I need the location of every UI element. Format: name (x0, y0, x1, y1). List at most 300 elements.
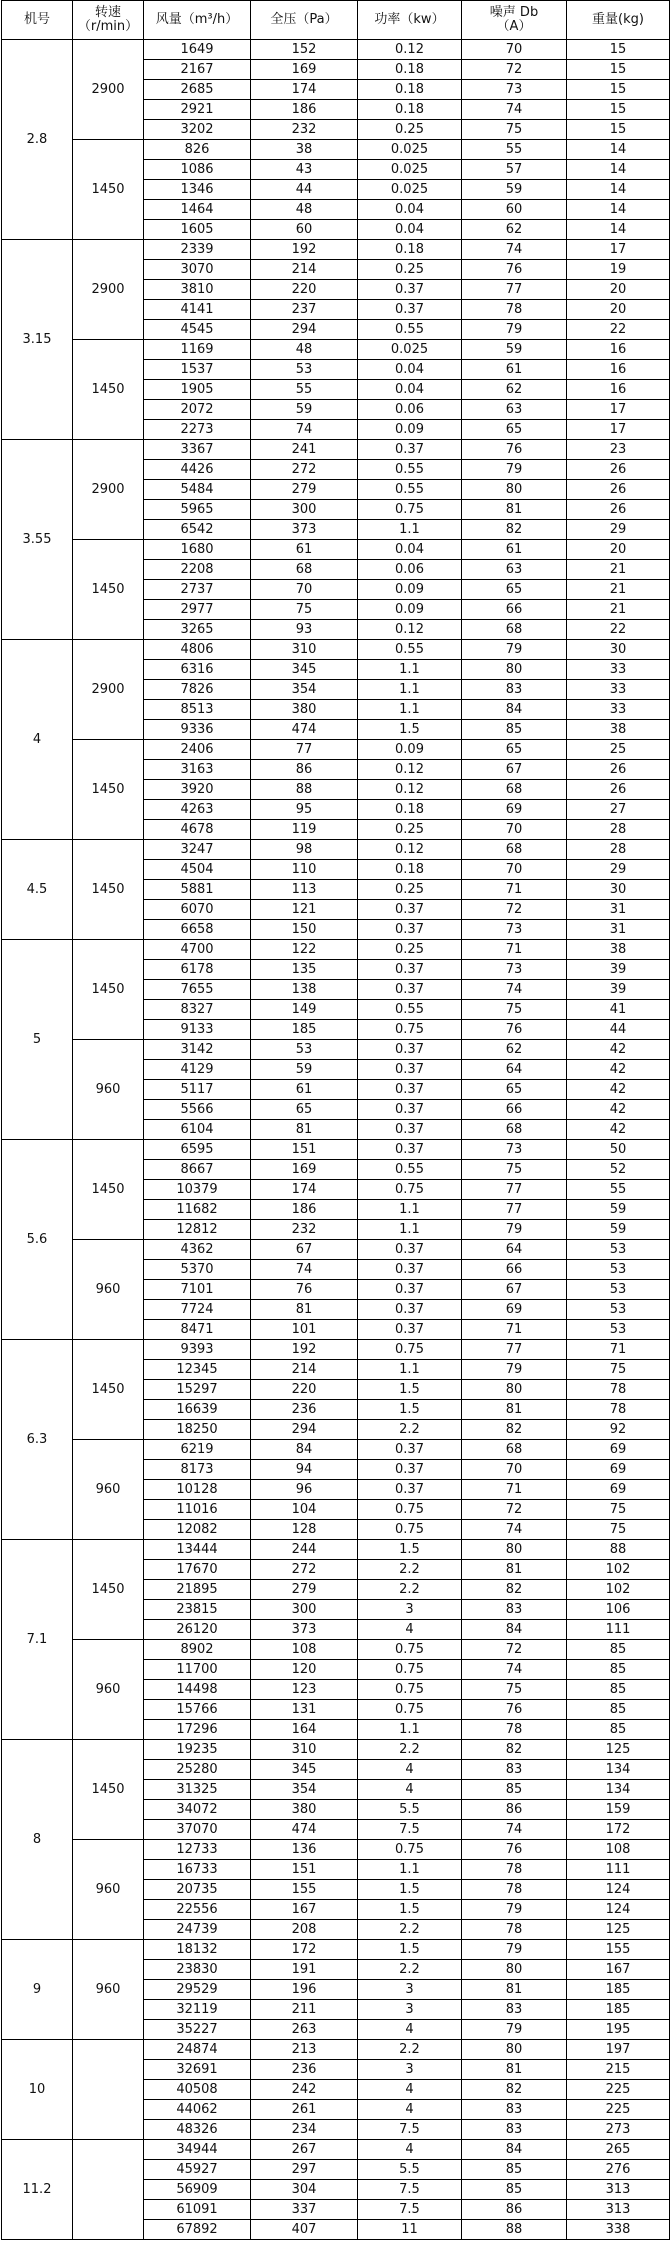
airflow-cell: 29529 (144, 1980, 251, 2000)
airflow-cell: 19235 (144, 1740, 251, 1760)
table-row (2, 1440, 670, 1460)
noise-cell: 68 (462, 620, 567, 640)
weight-cell: 22 (567, 320, 670, 340)
noise-cell: 57 (462, 160, 567, 180)
noise-cell: 71 (462, 940, 567, 960)
airflow-cell: 23815 (144, 1600, 251, 1620)
airflow-cell: 12082 (144, 1520, 251, 1540)
weight-cell: 14 (567, 160, 670, 180)
table-row (2, 740, 670, 760)
noise-cell: 73 (462, 80, 567, 100)
weight-cell: 85 (567, 1700, 670, 1720)
weight-cell: 78 (567, 1380, 670, 1400)
power-cell: 4 (358, 2140, 462, 2160)
airflow-cell: 7826 (144, 680, 251, 700)
speed-cell: 2900 (73, 440, 144, 540)
power-cell: 0.75 (358, 1660, 462, 1680)
airflow-cell: 2273 (144, 420, 251, 440)
weight-cell: 17 (567, 400, 670, 420)
weight-cell: 42 (567, 1060, 670, 1080)
speed-cell: 1450 (73, 1540, 144, 1640)
noise-cell: 71 (462, 880, 567, 900)
power-cell: 1.5 (358, 1540, 462, 1560)
power-cell: 4 (358, 2020, 462, 2040)
weight-cell: 69 (567, 1460, 670, 1480)
weight-cell: 85 (567, 1680, 670, 1700)
noise-cell: 60 (462, 200, 567, 220)
table-header (2, 1, 670, 40)
noise-cell: 72 (462, 60, 567, 80)
speed-cell: 1450 (73, 540, 144, 640)
header-weight: 重量(kg) (567, 1, 670, 40)
airflow-cell: 56909 (144, 2180, 251, 2200)
airflow-cell: 4426 (144, 460, 251, 480)
pressure-cell: 211 (251, 2000, 358, 2020)
weight-cell: 17 (567, 420, 670, 440)
weight-cell: 15 (567, 80, 670, 100)
table-row (2, 2140, 670, 2160)
power-cell: 7.5 (358, 2200, 462, 2220)
noise-cell: 72 (462, 1500, 567, 1520)
weight-cell: 17 (567, 240, 670, 260)
noise-cell: 80 (462, 1380, 567, 1400)
header-noise (462, 1, 567, 40)
airflow-cell: 2072 (144, 400, 251, 420)
power-cell: 2.2 (358, 1580, 462, 1600)
weight-cell: 111 (567, 1860, 670, 1880)
weight-cell: 108 (567, 1840, 670, 1860)
pressure-cell: 186 (251, 1200, 358, 1220)
pressure-cell: 121 (251, 900, 358, 920)
pressure-cell: 244 (251, 1540, 358, 1560)
pressure-cell: 310 (251, 1740, 358, 1760)
weight-cell: 29 (567, 860, 670, 880)
pressure-cell: 120 (251, 1660, 358, 1680)
airflow-cell: 3920 (144, 780, 251, 800)
pressure-cell: 110 (251, 860, 358, 880)
airflow-cell: 1169 (144, 340, 251, 360)
noise-cell: 85 (462, 1780, 567, 1800)
pressure-cell: 53 (251, 360, 358, 380)
noise-cell: 62 (462, 220, 567, 240)
power-cell: 1.5 (358, 1380, 462, 1400)
weight-cell: 42 (567, 1080, 670, 1100)
airflow-cell: 45927 (144, 2160, 251, 2180)
noise-cell: 82 (462, 1420, 567, 1440)
pressure-cell: 169 (251, 60, 358, 80)
airflow-cell: 8327 (144, 1000, 251, 1020)
airflow-cell: 3265 (144, 620, 251, 640)
power-cell: 0.55 (358, 320, 462, 340)
airflow-cell: 3367 (144, 440, 251, 460)
pressure-cell: 48 (251, 340, 358, 360)
weight-cell: 20 (567, 280, 670, 300)
header-speed: 转速（r/min） (73, 1, 144, 40)
power-cell: 11 (358, 2220, 462, 2240)
noise-cell: 76 (462, 1020, 567, 1040)
power-cell: 7.5 (358, 1820, 462, 1840)
airflow-cell: 61091 (144, 2200, 251, 2220)
noise-cell: 88 (462, 2220, 567, 2240)
pressure-cell: 164 (251, 1720, 358, 1740)
pressure-cell: 310 (251, 640, 358, 660)
weight-cell: 26 (567, 460, 670, 480)
weight-cell: 102 (567, 1560, 670, 1580)
model-cell: 6.3 (2, 1340, 73, 1540)
header-airflow: 风量（m³/h） (144, 1, 251, 40)
power-cell: 0.04 (358, 540, 462, 560)
noise-cell: 74 (462, 1520, 567, 1540)
weight-cell: 39 (567, 960, 670, 980)
speed-cell: 960 (73, 1240, 144, 1340)
power-cell: 0.09 (358, 600, 462, 620)
weight-cell: 159 (567, 1800, 670, 1820)
weight-cell: 21 (567, 560, 670, 580)
power-cell: 0.25 (358, 940, 462, 960)
power-cell: 1.5 (358, 1880, 462, 1900)
noise-cell: 68 (462, 1440, 567, 1460)
power-cell: 0.55 (358, 1160, 462, 1180)
noise-cell: 74 (462, 240, 567, 260)
noise-cell: 84 (462, 700, 567, 720)
noise-cell: 80 (462, 2040, 567, 2060)
noise-cell: 77 (462, 1200, 567, 1220)
weight-cell: 42 (567, 1100, 670, 1120)
power-cell: 0.37 (358, 980, 462, 1000)
power-cell: 0.06 (358, 560, 462, 580)
model-cell: 2.8 (2, 40, 73, 240)
airflow-cell: 17296 (144, 1720, 251, 1740)
power-cell: 3 (358, 2060, 462, 2080)
noise-cell: 83 (462, 2000, 567, 2020)
power-cell: 1.1 (358, 1360, 462, 1380)
power-cell: 0.75 (358, 1680, 462, 1700)
airflow-cell: 23830 (144, 1960, 251, 1980)
weight-cell: 69 (567, 1480, 670, 1500)
power-cell: 3 (358, 1980, 462, 2000)
power-cell: 0.025 (358, 140, 462, 160)
power-cell: 0.37 (358, 900, 462, 920)
airflow-cell: 25280 (144, 1760, 251, 1780)
noise-cell: 75 (462, 1000, 567, 1020)
power-cell: 0.025 (358, 340, 462, 360)
speed-cell: 1450 (73, 1740, 144, 1840)
noise-cell: 68 (462, 840, 567, 860)
weight-cell: 20 (567, 300, 670, 320)
noise-cell: 76 (462, 1700, 567, 1720)
speed-cell: 960 (73, 1040, 144, 1140)
airflow-cell: 5881 (144, 880, 251, 900)
weight-cell: 75 (567, 1520, 670, 1540)
speed-cell: 960 (73, 1840, 144, 1940)
weight-cell: 215 (567, 2060, 670, 2080)
noise-cell: 74 (462, 100, 567, 120)
weight-cell: 53 (567, 1280, 670, 1300)
power-cell: 0.37 (358, 1300, 462, 1320)
noise-cell: 69 (462, 1300, 567, 1320)
noise-cell: 83 (462, 1760, 567, 1780)
power-cell: 0.75 (358, 1700, 462, 1720)
power-cell: 0.09 (358, 420, 462, 440)
power-cell: 0.09 (358, 740, 462, 760)
weight-cell: 85 (567, 1640, 670, 1660)
airflow-cell: 11700 (144, 1660, 251, 1680)
weight-cell: 50 (567, 1140, 670, 1160)
power-cell: 0.18 (358, 240, 462, 260)
pressure-cell: 192 (251, 240, 358, 260)
noise-cell: 67 (462, 760, 567, 780)
speed-cell (73, 2040, 144, 2140)
pressure-cell: 59 (251, 1060, 358, 1080)
weight-cell: 44 (567, 1020, 670, 1040)
pressure-cell: 104 (251, 1500, 358, 1520)
airflow-cell: 6178 (144, 960, 251, 980)
noise-cell: 78 (462, 300, 567, 320)
power-cell: 0.18 (358, 100, 462, 120)
airflow-cell: 2208 (144, 560, 251, 580)
weight-cell: 22 (567, 620, 670, 640)
table-row (2, 1640, 670, 1660)
weight-cell: 85 (567, 1720, 670, 1740)
power-cell: 0.37 (358, 1460, 462, 1480)
power-cell: 0.12 (358, 620, 462, 640)
airflow-cell: 8471 (144, 1320, 251, 1340)
noise-cell: 76 (462, 260, 567, 280)
power-cell: 1.5 (358, 720, 462, 740)
power-cell: 2.2 (358, 1920, 462, 1940)
speed-cell: 1450 (73, 940, 144, 1040)
airflow-cell: 6316 (144, 660, 251, 680)
power-cell: 0.75 (358, 1500, 462, 1520)
noise-cell: 82 (462, 1740, 567, 1760)
airflow-cell: 4678 (144, 820, 251, 840)
weight-cell: 42 (567, 1040, 670, 1060)
noise-cell: 67 (462, 1280, 567, 1300)
power-cell: 0.12 (358, 840, 462, 860)
airflow-cell: 4129 (144, 1060, 251, 1080)
pressure-cell: 337 (251, 2200, 358, 2220)
power-cell: 0.18 (358, 60, 462, 80)
weight-cell: 29 (567, 520, 670, 540)
pressure-cell: 55 (251, 380, 358, 400)
airflow-cell: 2339 (144, 240, 251, 260)
power-cell: 2.2 (358, 1960, 462, 1980)
weight-cell: 276 (567, 2160, 670, 2180)
noise-cell: 79 (462, 1940, 567, 1960)
pressure-cell: 208 (251, 1920, 358, 1940)
airflow-cell: 12812 (144, 1220, 251, 1240)
weight-cell: 19 (567, 260, 670, 280)
power-cell: 0.75 (358, 1640, 462, 1660)
noise-cell: 80 (462, 1540, 567, 1560)
noise-cell: 70 (462, 820, 567, 840)
airflow-cell: 14498 (144, 1680, 251, 1700)
noise-cell: 61 (462, 360, 567, 380)
table-row (2, 1040, 670, 1060)
noise-cell: 79 (462, 1360, 567, 1380)
power-cell: 0.37 (358, 1040, 462, 1060)
noise-cell: 74 (462, 1820, 567, 1840)
model-cell: 10 (2, 2040, 73, 2140)
weight-cell: 88 (567, 1540, 670, 1560)
table-row (2, 1840, 670, 1860)
airflow-cell: 4806 (144, 640, 251, 660)
airflow-cell: 9133 (144, 1020, 251, 1040)
weight-cell: 53 (567, 1260, 670, 1280)
table-row (2, 2040, 670, 2060)
power-cell: 4 (358, 2100, 462, 2120)
pressure-cell: 74 (251, 420, 358, 440)
airflow-cell: 4263 (144, 800, 251, 820)
pressure-cell: 152 (251, 40, 358, 60)
pressure-cell: 241 (251, 440, 358, 460)
airflow-cell: 18250 (144, 1420, 251, 1440)
weight-cell: 197 (567, 2040, 670, 2060)
weight-cell: 92 (567, 1420, 670, 1440)
pressure-cell: 192 (251, 1340, 358, 1360)
model-cell: 11.2 (2, 2140, 73, 2240)
weight-cell: 313 (567, 2200, 670, 2220)
noise-cell: 66 (462, 1100, 567, 1120)
pressure-cell: 220 (251, 1380, 358, 1400)
power-cell: 0.55 (358, 480, 462, 500)
airflow-cell: 21895 (144, 1580, 251, 1600)
pressure-cell: 81 (251, 1120, 358, 1140)
airflow-cell: 67892 (144, 2220, 251, 2240)
pressure-cell: 220 (251, 280, 358, 300)
airflow-cell: 6219 (144, 1440, 251, 1460)
pressure-cell: 172 (251, 1940, 358, 1960)
power-cell: 0.37 (358, 1100, 462, 1120)
pressure-cell: 119 (251, 820, 358, 840)
pressure-cell: 300 (251, 1600, 358, 1620)
noise-cell: 70 (462, 860, 567, 880)
weight-cell: 75 (567, 1360, 670, 1380)
noise-cell: 75 (462, 1160, 567, 1180)
model-cell: 4.5 (2, 840, 73, 940)
noise-cell: 84 (462, 1620, 567, 1640)
airflow-cell: 15297 (144, 1380, 251, 1400)
noise-cell: 62 (462, 1040, 567, 1060)
speed-cell: 1450 (73, 140, 144, 240)
pressure-cell: 196 (251, 1980, 358, 2000)
pressure-cell: 272 (251, 460, 358, 480)
power-cell: 0.025 (358, 180, 462, 200)
table-row (2, 640, 670, 660)
noise-cell: 55 (462, 140, 567, 160)
weight-cell: 41 (567, 1000, 670, 1020)
weight-cell: 134 (567, 1760, 670, 1780)
pressure-cell: 236 (251, 2060, 358, 2080)
pressure-cell: 169 (251, 1160, 358, 1180)
pressure-cell: 263 (251, 2020, 358, 2040)
table-row (2, 940, 670, 960)
noise-cell: 69 (462, 800, 567, 820)
noise-cell: 65 (462, 740, 567, 760)
power-cell: 0.75 (358, 1840, 462, 1860)
power-cell: 0.75 (358, 1340, 462, 1360)
weight-cell: 26 (567, 780, 670, 800)
power-cell: 0.37 (358, 1080, 462, 1100)
airflow-cell: 2921 (144, 100, 251, 120)
noise-cell: 68 (462, 780, 567, 800)
noise-cell: 73 (462, 960, 567, 980)
pressure-cell: 48 (251, 200, 358, 220)
pressure-cell: 84 (251, 1440, 358, 1460)
airflow-cell: 17670 (144, 1560, 251, 1580)
noise-cell: 79 (462, 2020, 567, 2040)
airflow-cell: 2167 (144, 60, 251, 80)
weight-cell: 53 (567, 1300, 670, 1320)
weight-cell: 195 (567, 2020, 670, 2040)
pressure-cell: 300 (251, 500, 358, 520)
noise-cell: 74 (462, 980, 567, 1000)
weight-cell: 59 (567, 1200, 670, 1220)
weight-cell: 38 (567, 720, 670, 740)
weight-cell: 15 (567, 120, 670, 140)
weight-cell: 69 (567, 1440, 670, 1460)
noise-cell: 77 (462, 280, 567, 300)
weight-cell: 106 (567, 1600, 670, 1620)
airflow-cell: 1537 (144, 360, 251, 380)
noise-cell: 80 (462, 1960, 567, 1980)
airflow-cell: 24739 (144, 1920, 251, 1940)
power-cell: 5.5 (358, 2160, 462, 2180)
pressure-cell: 151 (251, 1860, 358, 1880)
noise-cell: 70 (462, 1460, 567, 1480)
airflow-cell: 13444 (144, 1540, 251, 1560)
noise-cell: 59 (462, 180, 567, 200)
noise-cell: 81 (462, 500, 567, 520)
power-cell: 0.37 (358, 280, 462, 300)
airflow-cell: 37070 (144, 1820, 251, 1840)
airflow-cell: 4504 (144, 860, 251, 880)
airflow-cell: 32691 (144, 2060, 251, 2080)
airflow-cell: 5370 (144, 1260, 251, 1280)
airflow-cell: 8667 (144, 1160, 251, 1180)
airflow-cell: 16639 (144, 1400, 251, 1420)
power-cell: 5.5 (358, 1800, 462, 1820)
pressure-cell: 61 (251, 540, 358, 560)
speed-cell: 960 (73, 1640, 144, 1740)
weight-cell: 33 (567, 700, 670, 720)
model-cell: 3.55 (2, 440, 73, 640)
pressure-cell: 272 (251, 1560, 358, 1580)
pressure-cell: 214 (251, 260, 358, 280)
noise-cell: 76 (462, 440, 567, 460)
pressure-cell: 380 (251, 1800, 358, 1820)
power-cell: 0.04 (358, 360, 462, 380)
pressure-cell: 128 (251, 1520, 358, 1540)
airflow-cell: 5566 (144, 1100, 251, 1120)
airflow-cell: 7724 (144, 1300, 251, 1320)
weight-cell: 102 (567, 1580, 670, 1600)
power-cell: 0.18 (358, 80, 462, 100)
airflow-cell: 1680 (144, 540, 251, 560)
table-row (2, 1140, 670, 1160)
noise-cell: 79 (462, 1220, 567, 1240)
airflow-cell: 2685 (144, 80, 251, 100)
pressure-cell: 98 (251, 840, 358, 860)
pressure-cell: 304 (251, 2180, 358, 2200)
pressure-cell: 74 (251, 1260, 358, 1280)
model-cell: 5.6 (2, 1140, 73, 1340)
airflow-cell: 48326 (144, 2120, 251, 2140)
noise-cell: 82 (462, 2080, 567, 2100)
pressure-cell: 122 (251, 940, 358, 960)
power-cell: 0.18 (358, 800, 462, 820)
power-cell: 1.1 (358, 1220, 462, 1240)
